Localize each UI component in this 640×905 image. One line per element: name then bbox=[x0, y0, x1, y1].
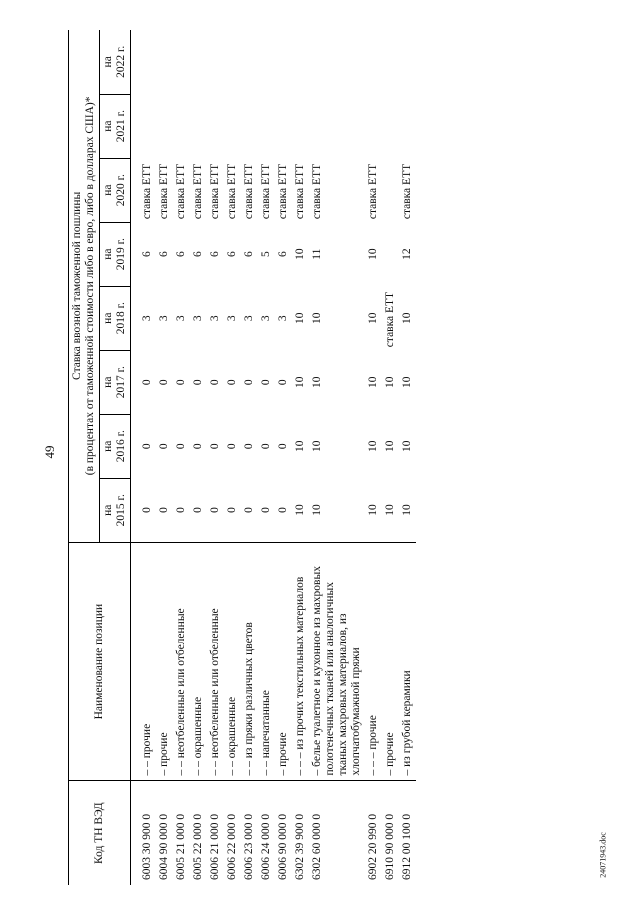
row-rate bbox=[173, 94, 190, 158]
row-rate bbox=[382, 222, 399, 286]
row-rate: ставка ЕТТ bbox=[141, 163, 153, 220]
header-year bbox=[100, 222, 131, 286]
row-rate bbox=[399, 94, 416, 158]
row-rate bbox=[156, 30, 173, 94]
table-row bbox=[156, 30, 173, 885]
header-year bbox=[100, 478, 131, 542]
header-year-prefix: на bbox=[102, 312, 114, 324]
row-rate: 10 bbox=[311, 504, 323, 516]
row-rate: 6 bbox=[192, 251, 204, 258]
header-year-prefix: на bbox=[102, 120, 114, 132]
row-code: 6302 60 000 0 bbox=[309, 781, 365, 885]
row-rate: ставка ЕТТ bbox=[311, 163, 323, 220]
row-name: – из грубой керамики bbox=[399, 542, 416, 781]
header-year-label: 2021 г. bbox=[115, 110, 127, 143]
row-rate: 0 bbox=[209, 379, 221, 386]
row-name: – – окрашенные bbox=[224, 542, 241, 781]
row-rate bbox=[224, 94, 241, 158]
header-year bbox=[100, 286, 131, 350]
row-rate: 0 bbox=[158, 507, 170, 513]
row-name: – прочие bbox=[275, 542, 292, 781]
row-code: 6005 21 000 0 bbox=[173, 781, 190, 885]
header-year-prefix: на bbox=[102, 504, 114, 516]
row-rate: 0 bbox=[277, 507, 289, 513]
table-row bbox=[309, 30, 365, 885]
row-rate: 0 bbox=[226, 379, 238, 386]
row-name: – прочие bbox=[382, 542, 399, 781]
row-rate bbox=[309, 30, 365, 94]
row-rate: 12 bbox=[401, 248, 413, 260]
row-rate bbox=[258, 30, 275, 94]
table-row bbox=[190, 30, 207, 885]
header-year bbox=[100, 350, 131, 414]
header-year-prefix: на bbox=[102, 56, 114, 68]
table-row bbox=[382, 30, 399, 885]
row-rate: 5 bbox=[260, 251, 272, 258]
row-rate: 0 bbox=[260, 443, 272, 450]
row-rate: ставка ЕТТ bbox=[158, 163, 170, 220]
row-rate: 10 bbox=[367, 248, 379, 260]
table-row bbox=[241, 30, 258, 885]
row-code: 6005 22 000 0 bbox=[190, 781, 207, 885]
row-rate: 6 bbox=[158, 251, 170, 258]
header-code: Код ТН ВЭД bbox=[69, 781, 131, 885]
header-year-label: 2019 г. bbox=[115, 238, 127, 271]
row-name: – – окрашенные bbox=[190, 542, 207, 781]
row-rate: 0 bbox=[277, 379, 289, 386]
row-rate bbox=[190, 30, 207, 94]
row-rate: 0 bbox=[209, 443, 221, 450]
row-rate bbox=[275, 30, 292, 94]
row-rate: 0 bbox=[260, 379, 272, 386]
row-code: 6912 00 100 0 bbox=[399, 781, 416, 885]
header-year bbox=[100, 414, 131, 478]
row-rate bbox=[365, 94, 382, 158]
table-row bbox=[365, 30, 382, 885]
row-rate: 10 bbox=[311, 376, 323, 388]
row-rate bbox=[292, 94, 309, 158]
header-year-label: 2016 г. bbox=[115, 430, 127, 463]
row-rate bbox=[241, 94, 258, 158]
row-rate bbox=[224, 30, 241, 94]
row-rate: 0 bbox=[192, 379, 204, 386]
row-rate: ставка ЕТТ bbox=[367, 163, 379, 220]
row-rate: 3 bbox=[226, 315, 238, 322]
page-number: 49 bbox=[42, 445, 57, 459]
row-rate: ставка ЕТТ bbox=[294, 163, 306, 220]
row-rate bbox=[382, 94, 399, 158]
table-header bbox=[69, 30, 131, 885]
header-year-label: 2022 г. bbox=[115, 45, 127, 78]
header-year-label: 2018 г. bbox=[115, 302, 127, 335]
row-rate: 3 bbox=[158, 315, 170, 322]
header-year-prefix: на bbox=[102, 440, 114, 452]
row-rate: 6 bbox=[226, 251, 238, 258]
row-code: 6003 30 900 0 bbox=[131, 781, 157, 885]
row-rate bbox=[207, 94, 224, 158]
row-rate: 10 bbox=[401, 504, 413, 516]
row-name: – белье туалетное и кухонное из махровых полотенечных тканей или аналогичных тканых махровых материалов, из хлопчатобумажной пряжи bbox=[309, 542, 365, 781]
table-row bbox=[292, 30, 309, 885]
row-rate: 6 bbox=[277, 251, 289, 258]
row-rate: ставка ЕТТ bbox=[243, 163, 255, 220]
row-name: – – неотбеленные или отбеленные bbox=[173, 542, 190, 781]
row-rate: 10 bbox=[384, 504, 396, 516]
row-rate: 10 bbox=[294, 376, 306, 388]
table-row bbox=[224, 30, 241, 885]
row-rate: 3 bbox=[192, 315, 204, 322]
row-rate: 6 bbox=[175, 251, 187, 258]
row-rate: ставка ЕТТ bbox=[192, 163, 204, 220]
row-rate: ставка ЕТТ bbox=[401, 163, 413, 220]
header-year-label: 2020 г. bbox=[115, 174, 127, 207]
table-row bbox=[399, 30, 416, 885]
row-rate: 0 bbox=[175, 379, 187, 386]
row-rate: 10 bbox=[367, 376, 379, 388]
table-row bbox=[275, 30, 292, 885]
row-code: 6004 90 000 0 bbox=[156, 781, 173, 885]
row-rate bbox=[292, 30, 309, 94]
row-code: 6006 22 000 0 bbox=[224, 781, 241, 885]
table-row bbox=[131, 30, 157, 885]
row-rate: 6 bbox=[141, 251, 153, 258]
row-rate: 0 bbox=[209, 507, 221, 513]
row-rate: 10 bbox=[367, 504, 379, 516]
row-rate: 10 bbox=[294, 312, 306, 324]
row-rate: 10 bbox=[311, 312, 323, 324]
row-rate: 0 bbox=[192, 507, 204, 513]
row-code: 6006 24 000 0 bbox=[258, 781, 275, 885]
row-rate: 10 bbox=[311, 440, 323, 452]
table-row bbox=[258, 30, 275, 885]
row-rate bbox=[241, 30, 258, 94]
row-rate: 3 bbox=[243, 315, 255, 322]
header-year-label: 2015 г. bbox=[115, 494, 127, 527]
row-rate: ставка ЕТТ bbox=[175, 163, 187, 220]
row-rate: 3 bbox=[175, 315, 187, 322]
row-rate: 0 bbox=[243, 443, 255, 450]
row-rate: ставка ЕТТ bbox=[209, 163, 221, 220]
row-rate bbox=[207, 30, 224, 94]
row-rate: 10 bbox=[294, 440, 306, 452]
table-row bbox=[207, 30, 224, 885]
row-rate: 6 bbox=[243, 251, 255, 258]
row-rate bbox=[258, 94, 275, 158]
row-rate: 0 bbox=[226, 443, 238, 450]
row-rate: 0 bbox=[175, 507, 187, 513]
row-rate: ставка ЕТТ bbox=[384, 291, 396, 348]
row-rate: 3 bbox=[260, 315, 272, 322]
row-rate: 6 bbox=[209, 251, 221, 258]
row-rate: 0 bbox=[158, 443, 170, 450]
row-rate bbox=[131, 94, 157, 158]
row-rate: 10 bbox=[294, 248, 306, 260]
row-rate: ставка ЕТТ bbox=[226, 163, 238, 220]
row-rate: 10 bbox=[367, 312, 379, 324]
row-rate bbox=[156, 94, 173, 158]
row-rate: 0 bbox=[226, 507, 238, 513]
row-rate: 10 bbox=[401, 312, 413, 324]
header-year bbox=[100, 94, 131, 158]
row-name: – – неотбеленные или отбеленные bbox=[207, 542, 224, 781]
row-rate: 0 bbox=[158, 379, 170, 386]
row-code: 6006 21 000 0 bbox=[207, 781, 224, 885]
row-rate: 10 bbox=[384, 376, 396, 388]
row-rate: 0 bbox=[175, 443, 187, 450]
header-year bbox=[100, 158, 131, 222]
row-rate: 3 bbox=[277, 315, 289, 322]
row-rate: 0 bbox=[141, 443, 153, 450]
row-rate bbox=[309, 94, 365, 158]
row-rate: 0 bbox=[141, 379, 153, 386]
row-rate: 10 bbox=[367, 440, 379, 452]
row-rate: 0 bbox=[277, 443, 289, 450]
row-name: – – – из прочих текстильных материалов bbox=[292, 542, 309, 781]
row-rate: ставка ЕТТ bbox=[260, 163, 272, 220]
row-code: 6902 20 990 0 bbox=[365, 781, 382, 885]
row-rate: 0 bbox=[243, 379, 255, 386]
row-rate: 0 bbox=[192, 443, 204, 450]
row-rate: ставка ЕТТ bbox=[277, 163, 289, 220]
row-rate: 3 bbox=[141, 315, 153, 322]
row-rate: 10 bbox=[401, 440, 413, 452]
row-code: 6302 39 900 0 bbox=[292, 781, 309, 885]
row-rate bbox=[399, 30, 416, 94]
header-group-title: Ставка ввозной таможенной пошлины bbox=[69, 30, 85, 542]
row-rate bbox=[190, 94, 207, 158]
row-rate: 0 bbox=[141, 507, 153, 513]
table-row bbox=[173, 30, 190, 885]
row-rate bbox=[382, 158, 399, 222]
row-code: 6006 23 000 0 bbox=[241, 781, 258, 885]
row-name: – – из пряжи различных цветов bbox=[241, 542, 258, 781]
row-name: – – прочие bbox=[131, 542, 157, 781]
row-name: – прочие bbox=[156, 542, 173, 781]
row-code: 6006 90 000 0 bbox=[275, 781, 292, 885]
row-name: – – – прочие bbox=[365, 542, 382, 781]
row-rate: 10 bbox=[294, 504, 306, 516]
row-rate bbox=[131, 30, 157, 94]
row-rate: 3 bbox=[209, 315, 221, 322]
row-code: 6910 90 000 0 bbox=[382, 781, 399, 885]
row-rate bbox=[365, 30, 382, 94]
header-year-prefix: на bbox=[102, 184, 114, 196]
row-rate bbox=[275, 94, 292, 158]
header-year bbox=[100, 30, 131, 94]
row-rate: 10 bbox=[384, 440, 396, 452]
rotated-table-container bbox=[68, 30, 630, 885]
row-rate bbox=[173, 30, 190, 94]
header-year-prefix: на bbox=[102, 248, 114, 260]
document-filename: 24071943.doc bbox=[598, 832, 608, 878]
row-name: – – напечатанные bbox=[258, 542, 275, 781]
row-rate bbox=[382, 30, 399, 94]
row-rate: 0 bbox=[243, 507, 255, 513]
header-group-subtitle: (в процентах от таможенной стоимости либо в евро, либо в долларах США)* bbox=[84, 30, 100, 542]
tariff-table bbox=[68, 30, 416, 885]
table-body bbox=[131, 30, 417, 885]
row-rate: 11 bbox=[311, 248, 323, 260]
header-year-prefix: на bbox=[102, 376, 114, 388]
row-rate: 10 bbox=[401, 376, 413, 388]
header-name: Наименование позиции bbox=[69, 542, 131, 781]
row-rate: 0 bbox=[260, 507, 272, 513]
header-year-label: 2017 г. bbox=[115, 366, 127, 399]
